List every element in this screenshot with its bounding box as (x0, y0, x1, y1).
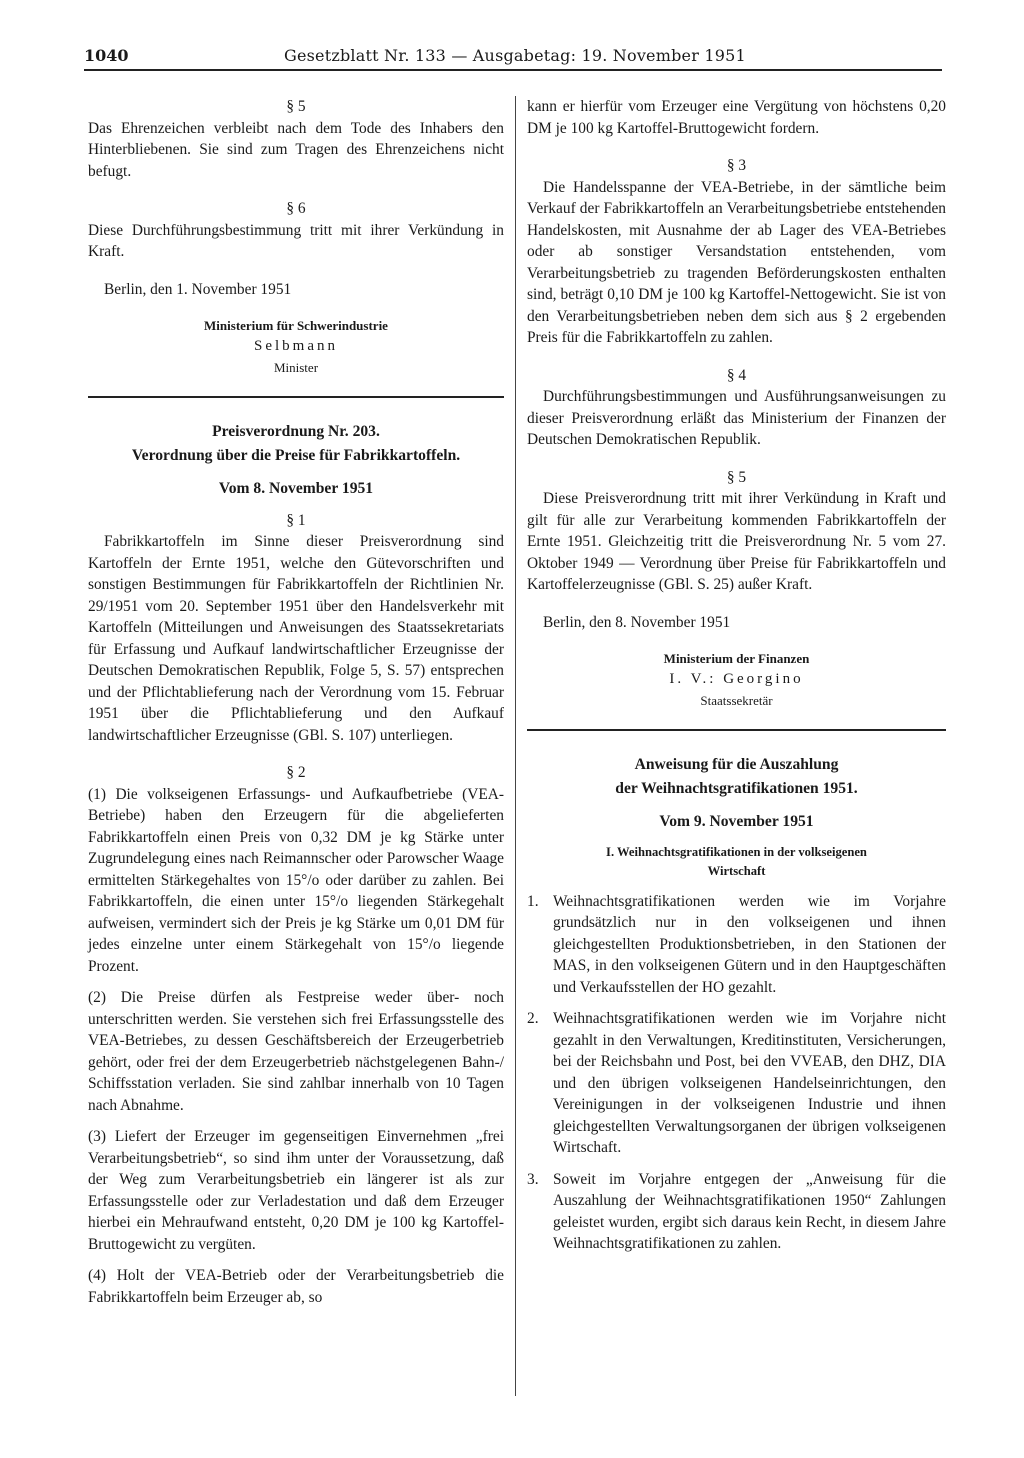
left-column (88, 96, 504, 1308)
list-text: Weihnachtsgratifikationen werden wie im Vorjahre nicht gezahlt in den Verwaltungen, Kreditinstituten, Versicherungen, bei der Reichsbahn und Post, bei den VVEAB, den DHZ, DIA und den übrigen volkseigenen Handelseinrichtungen, den Vereinigungen in der volkseigenen Industrie und ihnen gleichgestellten Verwaltungsorganen der übrigen volkseigenen Wirtschaft. (553, 1010, 946, 1156)
paragraph: Das Ehrenzeichen verbleibt nach dem Tode des Inhabers den Hinterbliebenen. Sie sind zum Tragen des Ehrenzeichens nicht befugt. (88, 119, 504, 180)
section-heading: § 3 (726, 157, 747, 174)
signatory-role: Minister (273, 359, 319, 375)
section-heading: § 4 (726, 366, 747, 384)
list-item (527, 891, 946, 999)
paragraph: (3) Liefert der Erzeuger im gegenseitigen Einvernehmen „frei Verarbeitungsbetrieb“, so sind ihm unter der Voraussetzung, daß der Weg zum Verarbeitungsbetrieb ein längerer ist als zur Erfassungsstelle oder zur Verladestation und daß dem Erzeuger hierbei ein Mehraufwand entsteht, 0,20 DM je 100 kg Kartoffel-Bruttogewicht zu vergüten. (88, 1128, 504, 1253)
list-number: 2. (527, 1010, 539, 1027)
page-header (84, 42, 942, 72)
signatory-name: I. V.: Georgino (669, 671, 804, 687)
ministry-name: Ministerium für Schwerindustrie (204, 318, 388, 333)
ministry-name: Ministerium der Finanzen (663, 651, 810, 666)
instruction-title: Anweisung für die Auszahlung (634, 755, 839, 773)
list-text: Weihnachtsgratifikationen werden wie im Vorjahre grundsätzlich nur in den volkseigenen und ihnen gleichgestellten Produktionsbetrieben, in den Stationen der MAS, in den volkseigenen Gütern und in den Hauptgeschäften und Verkaufsstellen der HO gezahlt. (553, 892, 946, 996)
place-date: Berlin, den 8. November 1951 (543, 613, 731, 631)
list-text: Soweit im Vorjahre entgegen der „Anweisung für die Auszahlung der Weihnachtsgratifikationen 1950“ Zahlungen geleistet wurden, ergibt sich daraus kein Recht, in diesem Jahre Weihnachtsgratifikationen zu zahlen. (553, 1170, 946, 1252)
paragraph: Diese Durchführungsbestimmung tritt mit ihrer Verkündung in Kraft. (88, 221, 504, 260)
paragraph: Die Handelsspanne der VEA-Betriebe, in der sämtliche beim Verkauf der Fabrikkartoffeln an Verarbeitungsbetriebe entstehenden Handelskosten, mit Ausnahme der ab Lager des VEA-Betriebes oder ab sonstiger Versandstation entstehenden, vom Verarbeitungsbetrieb zu tragenden Beförderungskosten enthalten sind, beträgt 0,10 DM je 100 kg Kartoffel-Nettogewicht. Sie ist von den Verarbeitungsbetrieben neben dem sich aus § 2 ergebenden Preis für die Fabrikkartoffeln zu zahlen. (527, 178, 946, 346)
section-heading: § 5 (286, 98, 306, 115)
list-number: 3. (527, 1170, 539, 1188)
section-heading: § 1 (286, 511, 306, 529)
paragraph: kann er hierfür vom Erzeuger eine Vergütung von höchstens 0,20 DM je 100 kg Kartoffel-Bruttogewicht fordern. (527, 98, 946, 137)
header-rule (84, 69, 942, 71)
decree-date: Vom 8. November 1951 (218, 479, 374, 497)
subsection-heading: I. Weihnachtsgratifikationen in der volkseigenen (606, 844, 867, 859)
column-divider (515, 96, 516, 1396)
place-date: Berlin, den 1. November 1951 (104, 280, 292, 298)
signatory-role: Staatssekretär (700, 692, 773, 708)
paragraph: Diese Preisverordnung tritt mit ihrer Verkündung in Kraft und gilt für alle zur Verarbeitung kommenden Fabrikkartoffeln der Ernte 1951. Gleichzeitig tritt die Preisverordnung Nr. 5 vom 27. Oktober 1949 — Verordnung über Preise für Fabrikkartoffeln und Kartoffelerzeugnisse (GBl. S. 25) außer Kraft. (527, 490, 946, 593)
section-heading: § 2 (286, 764, 306, 781)
signatory-name: Selbmann (254, 338, 338, 354)
list-number: 1. (527, 892, 539, 910)
section-heading: § 5 (726, 468, 747, 486)
list-item (527, 1008, 946, 1159)
section-rule (527, 729, 946, 731)
decree-title: Preisverordnung Nr. 203. (212, 422, 380, 440)
paragraph: Fabrikkartoffeln im Sinne dieser Preisverordnung sind Kartoffeln der Ernte 1951, welche den Gütevorschriften und sonstigen Bestimmungen für Fabrikkartoffeln der Richtlinien Nr. 29/1951 vom 20. September 1951 über den Handelsverkehr mit Kartoffeln (Mitteilungen und Anweisungen des Staatssekretariats für Erfassung und Aufkauf landwirtschaftlicher Erzeugnisse der Deutschen Demokratischen Republik, Folge 5, S. 57) entsprechen und der Pflichtablieferung nach der Verordnung vom 15. Februar 1951 über die Pflichtablieferung und den Aufkauf landwirtschaftlicher Erzeugnisse (GBl. S. 107) unterliegen. (88, 533, 504, 744)
instruction-subtitle: der Weihnachtsgratifikationen 1951. (615, 779, 858, 797)
paragraph: Durchführungsbestimmungen und Ausführungsanweisungen zu dieser Preisverordnung erläßt das Ministerium der Finanzen der Deutschen Demokratischen Republik. (527, 388, 946, 448)
subsection-heading-cont: Wirtschaft (707, 863, 766, 878)
section-heading: § 6 (286, 200, 306, 217)
paragraph: (4) Holt der VEA-Betrieb oder der Verarbeitungsbetrieb die Fabrikkartoffeln beim Erzeuger ab, so (88, 1267, 504, 1306)
instruction-date: Vom 9. November 1951 (659, 812, 814, 830)
page-number: 1040 (84, 46, 129, 65)
running-title: Gesetzblatt Nr. 133 — Ausgabetag: 19. November 1951 (284, 46, 746, 65)
section-rule (88, 396, 504, 398)
decree-subtitle: Verordnung über die Preise für Fabrikkartoffeln. (131, 446, 461, 464)
paragraph: (1) Die volkseigenen Erfassungs- und Aufkaufbetriebe (VEA-Betriebe) haben den Erzeugern für die abgelieferten Fabrikkartoffeln einen Preis von 0,32 DM je kg Stärke unter Zugrundelegung eines nach Reimannscher oder Parowscher Waage ermittelten Stärkegehaltes von 15°/o oder darüber zu zahlen. Bei Fabrikkartoffeln, die einen unter 15°/o liegenden Stärkegehalt aufweisen, vermindert sich der Preis je kg Stärke um 0,01 DM für jedes einzelne unter einem Stärkegehalt von 15°/o liegende Prozent. (88, 785, 504, 975)
paragraph: (2) Die Preise dürfen als Festpreise weder über- noch unterschritten werden. Sie verstehen sich frei Erfassungsstelle des VEA-Betriebes, zu dessen Geschäftsbereich der Erzeugerbetrieb gehört, oder frei der dem Erzeugerbetrieb nächstgelegenen Bahn-/ Schiffsstation verladen. Sie sind zahlbar innerhalb von 10 Tagen nach Abnahme. (88, 989, 504, 1114)
right-column (527, 96, 946, 1255)
list-item (527, 1169, 946, 1255)
